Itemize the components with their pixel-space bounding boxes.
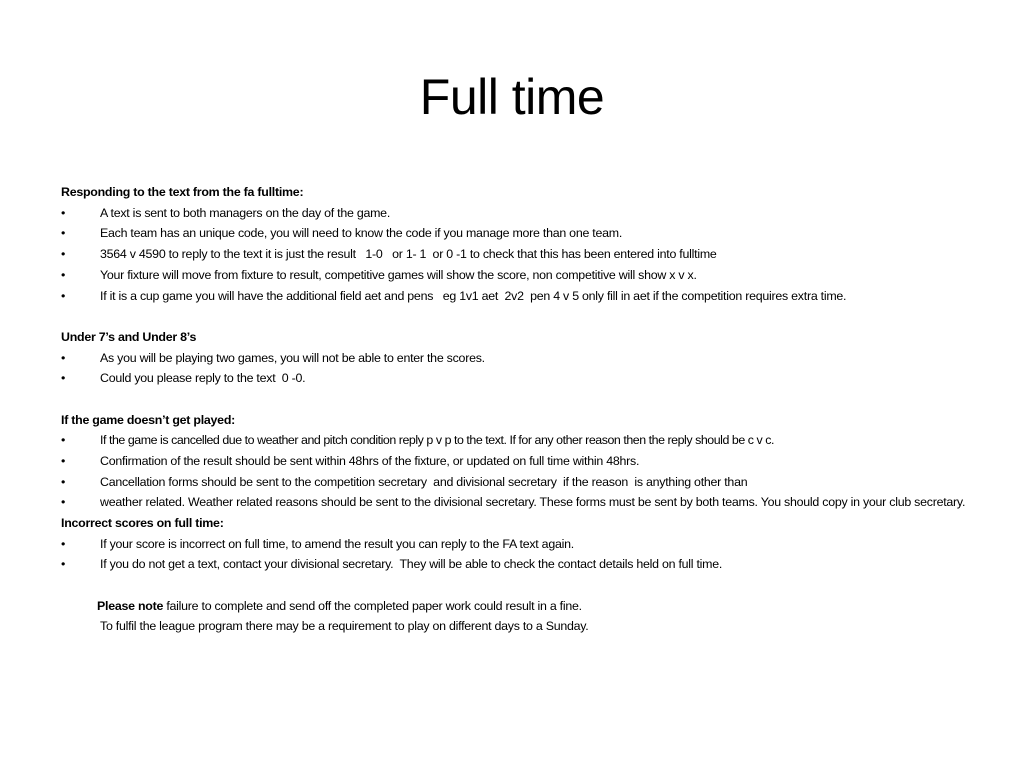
list-item: [61, 472, 971, 493]
list-item: [61, 244, 971, 265]
bullet-icon: •: [61, 536, 66, 551]
league-program-note: To fulfil the league program there may be a requirement to play on different days to a Sunday.: [100, 619, 589, 634]
list-item: [61, 203, 971, 224]
list-item: [61, 430, 971, 451]
list-item: [61, 265, 971, 286]
list-item: [61, 368, 971, 389]
list-item-text: weather related. Weather related reasons should be sent to the divisional secretary. These forms must be sent by both teams. You should copy in your club secretary.: [100, 495, 966, 510]
spacer: [61, 575, 971, 596]
bullet-icon: •: [61, 474, 66, 489]
list-item-text: Could you please reply to the text 0 -0.: [100, 371, 306, 386]
list-item-text: Cancellation forms should be sent to the competition secretary and divisional secretary if the reason is anything other than: [100, 474, 748, 489]
list-item: [61, 348, 971, 369]
bullet-icon: •: [61, 205, 66, 220]
list-item-text: If it is a cup game you will have the additional field aet and pens eg 1v1 aet 2v2 pen 4 v 5 only fill in aet if the competition requires extra time.: [100, 288, 847, 303]
bullet-icon: •: [61, 288, 66, 303]
bullet-icon: •: [61, 267, 66, 282]
spacer: [61, 389, 971, 410]
list-item: [61, 223, 971, 244]
list-item-text: Your fixture will move from fixture to result, competitive games will show the score, non competitive will show x v x.: [100, 267, 697, 282]
list-item-text: A text is sent to both managers on the day of the game.: [100, 205, 391, 220]
list-item-text: 3564 v 4590 to reply to the text it is just the result 1-0 or 1- 1 or 0 -1 to check that this has been entered into fulltime: [100, 247, 717, 262]
list-item-text: If your score is incorrect on full time, to amend the result you can reply to the FA text again.: [100, 536, 574, 551]
list-item-text: As you will be playing two games, you will not be able to enter the scores.: [100, 350, 485, 365]
bullet-icon: •: [61, 350, 66, 365]
bullet-icon: •: [61, 495, 66, 510]
bullet-icon: •: [61, 247, 66, 262]
section-heading-under-7-8: Under 7’s and Under 8’s: [61, 329, 197, 344]
bullet-icon: •: [61, 454, 66, 469]
slide-title: Full time: [419, 69, 605, 125]
section-heading-responding: Responding to the text from the fa fulltime:: [61, 185, 304, 199]
list-item-text: Confirmation of the result should be sent within 48hrs of the fixture, or updated on full time within 48hrs.: [100, 454, 640, 469]
list-item-text: If the game is cancelled due to weather and pitch condition reply p v p to the text. If for any other reason then the reply should be c v c.: [100, 433, 774, 448]
please-note-text: failure to complete and send off the completed paper work could result in a fine.: [163, 598, 582, 613]
slide-body: [61, 182, 971, 637]
spacer: [61, 306, 971, 327]
bullet-icon: •: [61, 226, 66, 241]
list-item: [61, 534, 971, 555]
bullet-icon: •: [61, 433, 66, 448]
section-heading-not-played: If the game doesn’t get played:: [61, 412, 236, 427]
list-item: [61, 285, 971, 306]
bullet-icon: •: [61, 557, 66, 572]
please-note-paragraph: [61, 596, 971, 617]
list-item: [61, 492, 971, 513]
list-item-text: Each team has an unique code, you will need to know the code if you manage more than one team.: [100, 226, 623, 241]
please-note-label: Please note: [97, 598, 164, 613]
list-item: [61, 554, 971, 575]
section-heading-incorrect-scores: Incorrect scores on full time:: [61, 516, 224, 530]
list-item-text: If you do not get a text, contact your divisional secretary. They will be able to check the contact details held on full time.: [100, 557, 723, 572]
bullet-icon: •: [61, 371, 66, 386]
list-item: [61, 451, 971, 472]
